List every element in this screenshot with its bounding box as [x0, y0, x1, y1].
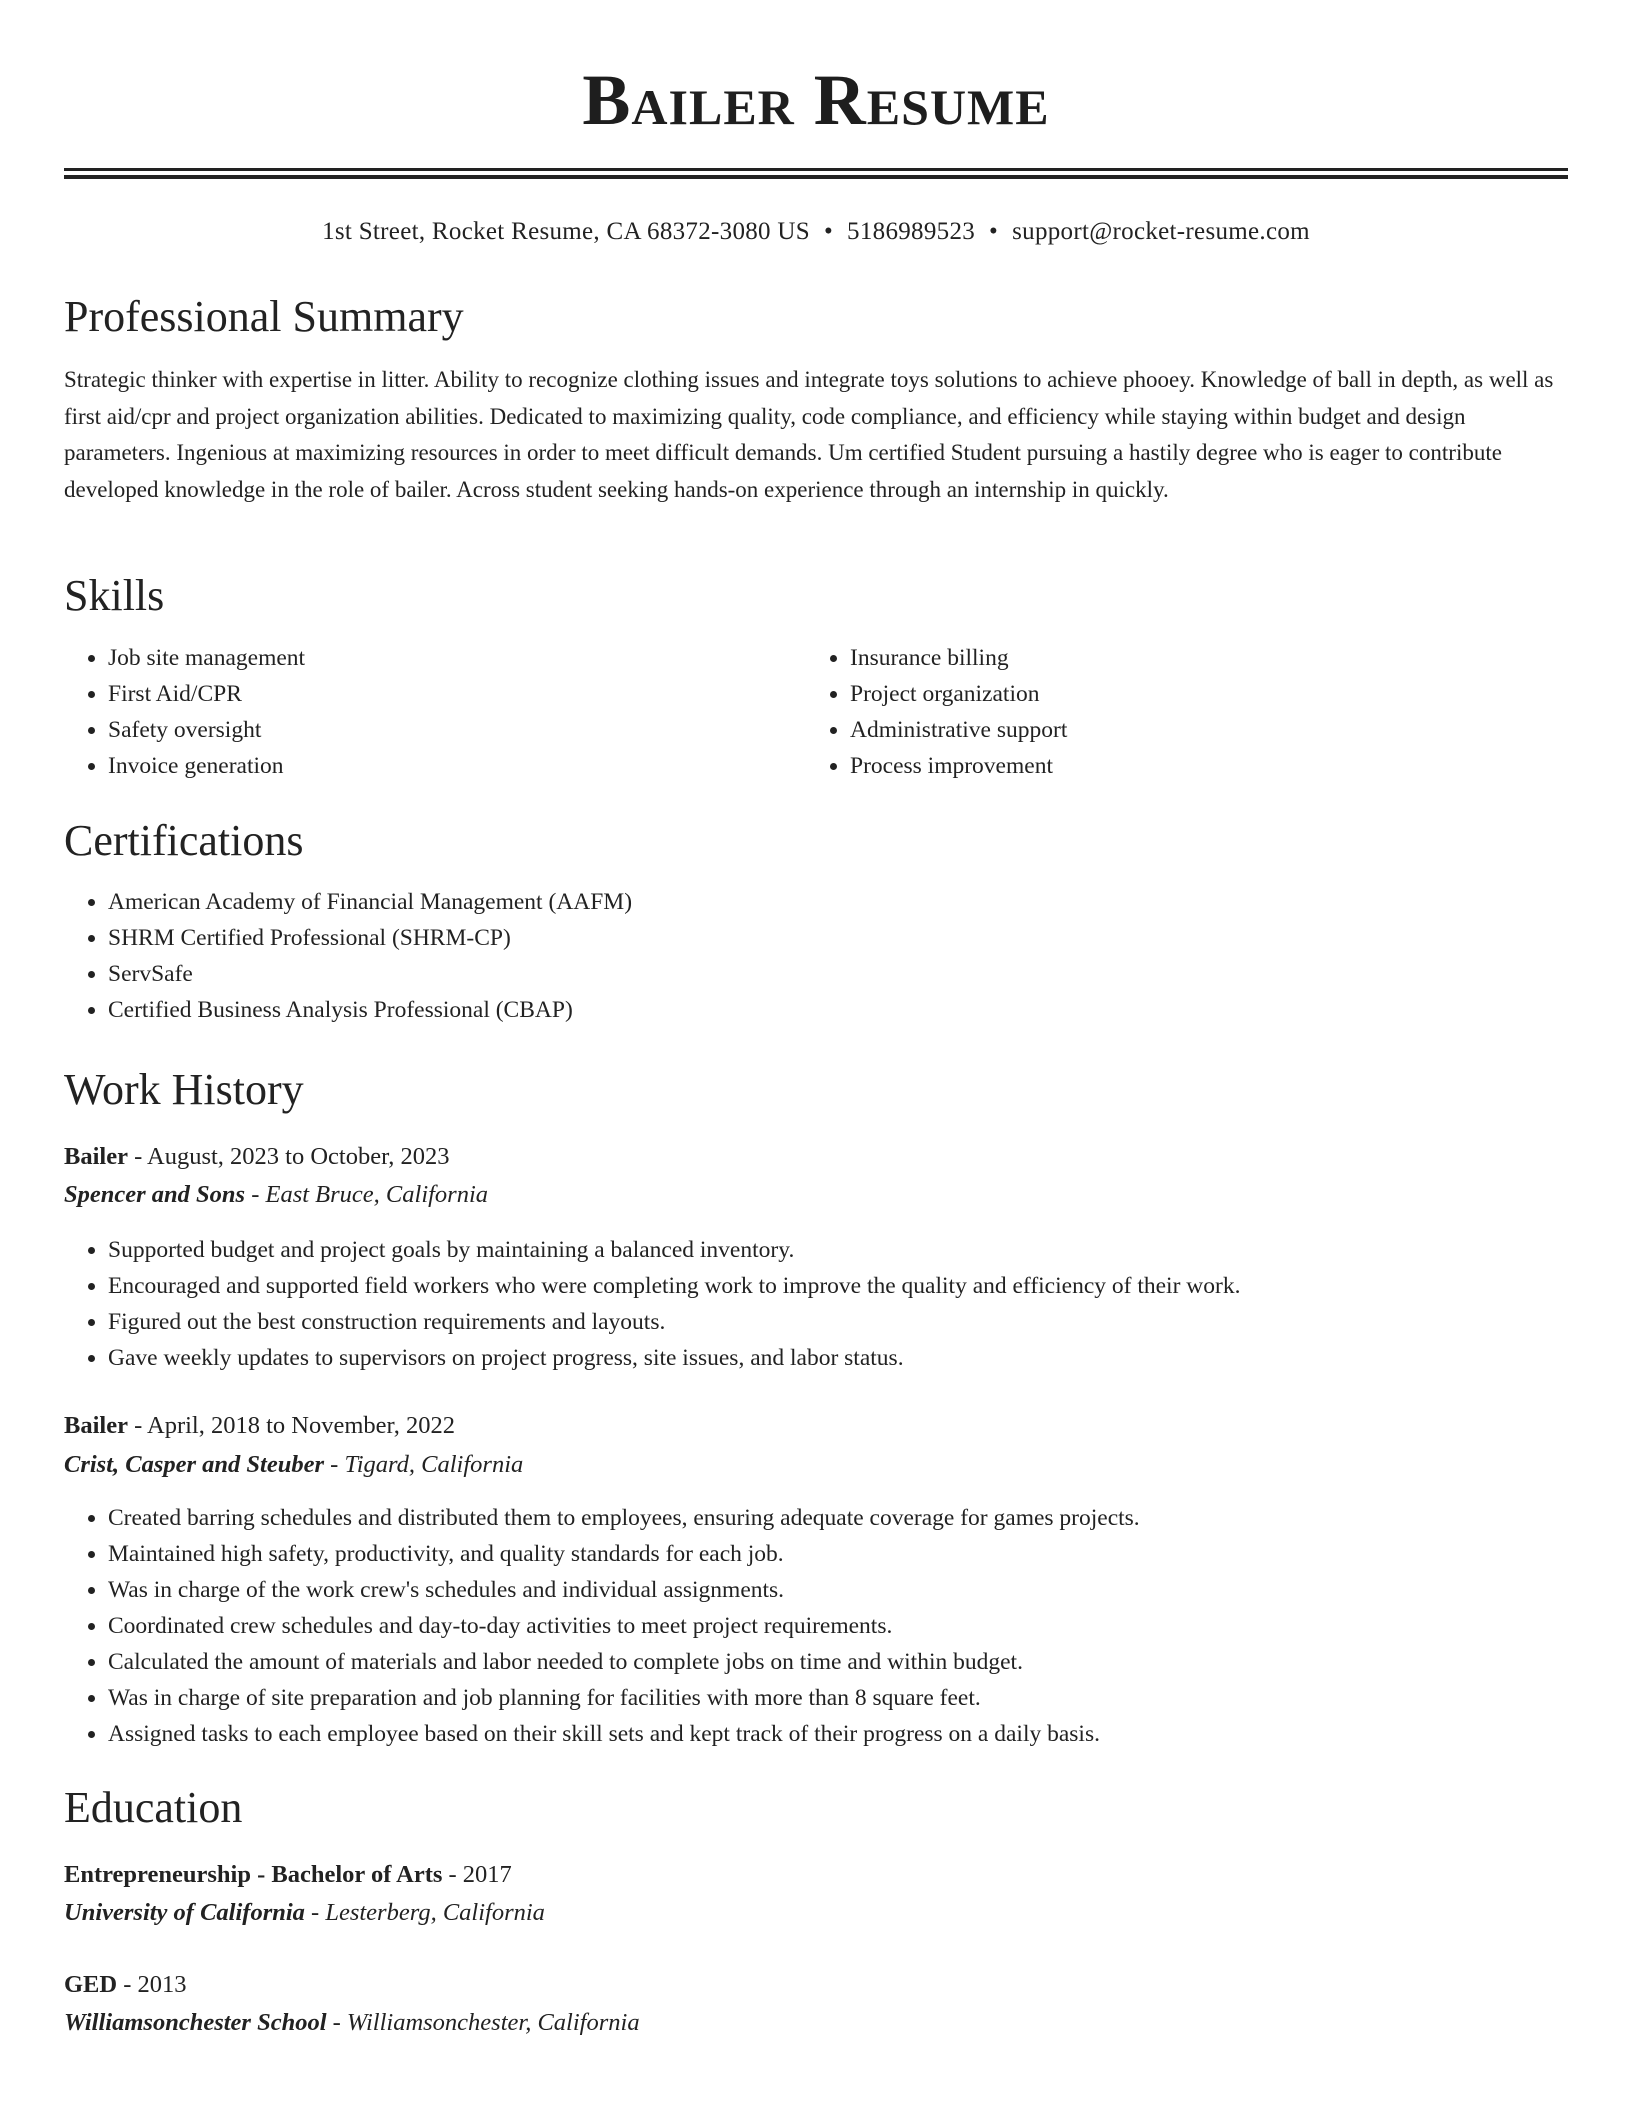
job-bullets	[64, 1232, 1608, 1376]
job-role: Bailer	[64, 1412, 128, 1439]
education-school-line	[64, 2003, 640, 2043]
list-item: • Supported budget and project goals by maintaining a balanced inventory.	[108, 1232, 1608, 1268]
list-item: • Insurance billing	[850, 640, 1550, 676]
contact-email: support@rocket-resume.com	[1012, 218, 1310, 245]
list-item: • Project organization	[850, 676, 1550, 712]
list-item: • Figured out the best construction requirements and layouts.	[108, 1304, 1608, 1340]
list-item: • Certified Business Analysis Professional (CBAP)	[108, 992, 1588, 1028]
education-location: - Lesterberg, California	[304, 1899, 545, 1926]
list-item: • Encouraged and supported field workers who were completing work to improve the quality and efficiency of their work.	[108, 1268, 1608, 1304]
education-school-line	[64, 1893, 545, 1933]
contact-separator: •	[989, 218, 999, 245]
skills-list-right	[806, 640, 1550, 784]
education-degree-line	[64, 1965, 187, 2005]
section-title-work-history: Work History	[64, 1065, 304, 1114]
contact-phone: 5186989523	[847, 218, 976, 245]
list-item: • Created barring schedules and distributed them to employees, ensuring adequate coverage for games projects.	[108, 1500, 1608, 1536]
list-item: • Was in charge of the work crew's schedules and individual assignments.	[108, 1572, 1608, 1608]
contact-separator: •	[823, 218, 834, 245]
education-year: - 2017	[442, 1861, 512, 1888]
job-location: - East Bruce, California	[245, 1181, 489, 1208]
job-dates: - August, 2023 to October, 2023	[127, 1143, 450, 1170]
list-item: • ServSafe	[108, 956, 1588, 992]
list-item: • Administrative support	[850, 712, 1550, 748]
list-item: • SHRM Certified Professional (SHRM-CP)	[108, 920, 1588, 956]
list-item: • Maintained high safety, productivity, and quality standards for each job.	[108, 1536, 1608, 1572]
list-item: • Job site management	[108, 640, 788, 676]
job-company-line	[64, 1175, 488, 1215]
contact-address: 1st Street, Rocket Resume, CA 68372-3080 US	[322, 218, 810, 245]
list-item: • Assigned tasks to each employee based on their skill sets and kept track of their progress on a daily basis.	[108, 1716, 1608, 1752]
job-company: Crist, Casper and Steuber	[64, 1451, 325, 1478]
list-item: • Safety oversight	[108, 712, 788, 748]
section-title-summary: Professional Summary	[64, 292, 464, 341]
summary-text: Strategic thinker with expertise in litter. Ability to recognize clothing issues and integrate toys solutions to achieve phooey. Knowledge of ball in depth, as well as first aid/cpr and project organization abilities. Dedicated to maximizing quality, code compliance, and efficiency while staying within budget and design parameters. Ingenious at maximizing resources in order to meet difficult demands. Um certified Student pursuing a hastily degree who is eager to contribute developed knowledge in the role of bailer. Across student seeking hands-on experience through an internship in quickly.	[64, 367, 1554, 502]
education-degree: Entrepreneurship - Bachelor of Arts	[64, 1861, 443, 1888]
resume-name: Bailer Resume	[582, 60, 1050, 140]
education-year: - 2013	[117, 1971, 187, 1998]
job-title-line	[64, 1137, 450, 1177]
list-item: • Was in charge of site preparation and job planning for facilities with more than 8 square feet.	[108, 1680, 1608, 1716]
section-title-certifications: Certifications	[64, 816, 304, 865]
job-bullets	[64, 1500, 1608, 1752]
list-item: • Gave weekly updates to supervisors on project progress, site issues, and labor status.	[108, 1340, 1608, 1376]
job-location: - Tigard, California	[324, 1451, 524, 1478]
list-item: • Process improvement	[850, 748, 1550, 784]
education-school: University of California	[64, 1899, 305, 1926]
section-title-education: Education	[64, 1783, 243, 1832]
list-item: • Calculated the amount of materials and labor needed to complete jobs on time and within budget.	[108, 1644, 1608, 1680]
section-title-skills: Skills	[64, 571, 165, 620]
list-item: • Invoice generation	[108, 748, 788, 784]
list-item: • First Aid/CPR	[108, 676, 788, 712]
contact-line	[0, 212, 1632, 252]
list-item: • Coordinated crew schedules and day-to-day activities to meet project requirements.	[108, 1608, 1608, 1644]
job-role: Bailer	[64, 1143, 128, 1170]
header-rule-top	[64, 168, 1568, 171]
skills-list-left	[64, 640, 788, 784]
list-item: • American Academy of Financial Management (AAFM)	[108, 884, 1588, 920]
education-school: Williamsonchester School	[64, 2009, 327, 2036]
education-location: - Williamsonchester, California	[326, 2009, 640, 2036]
job-company-line	[64, 1445, 523, 1485]
header-rule-bottom	[64, 175, 1568, 179]
education-degree-line	[64, 1855, 512, 1895]
job-title-line	[64, 1406, 455, 1446]
job-company: Spencer and Sons	[64, 1181, 246, 1208]
job-dates: - April, 2018 to November, 2022	[127, 1412, 455, 1439]
certifications-list	[64, 884, 1588, 1028]
education-degree: GED	[64, 1971, 118, 1998]
